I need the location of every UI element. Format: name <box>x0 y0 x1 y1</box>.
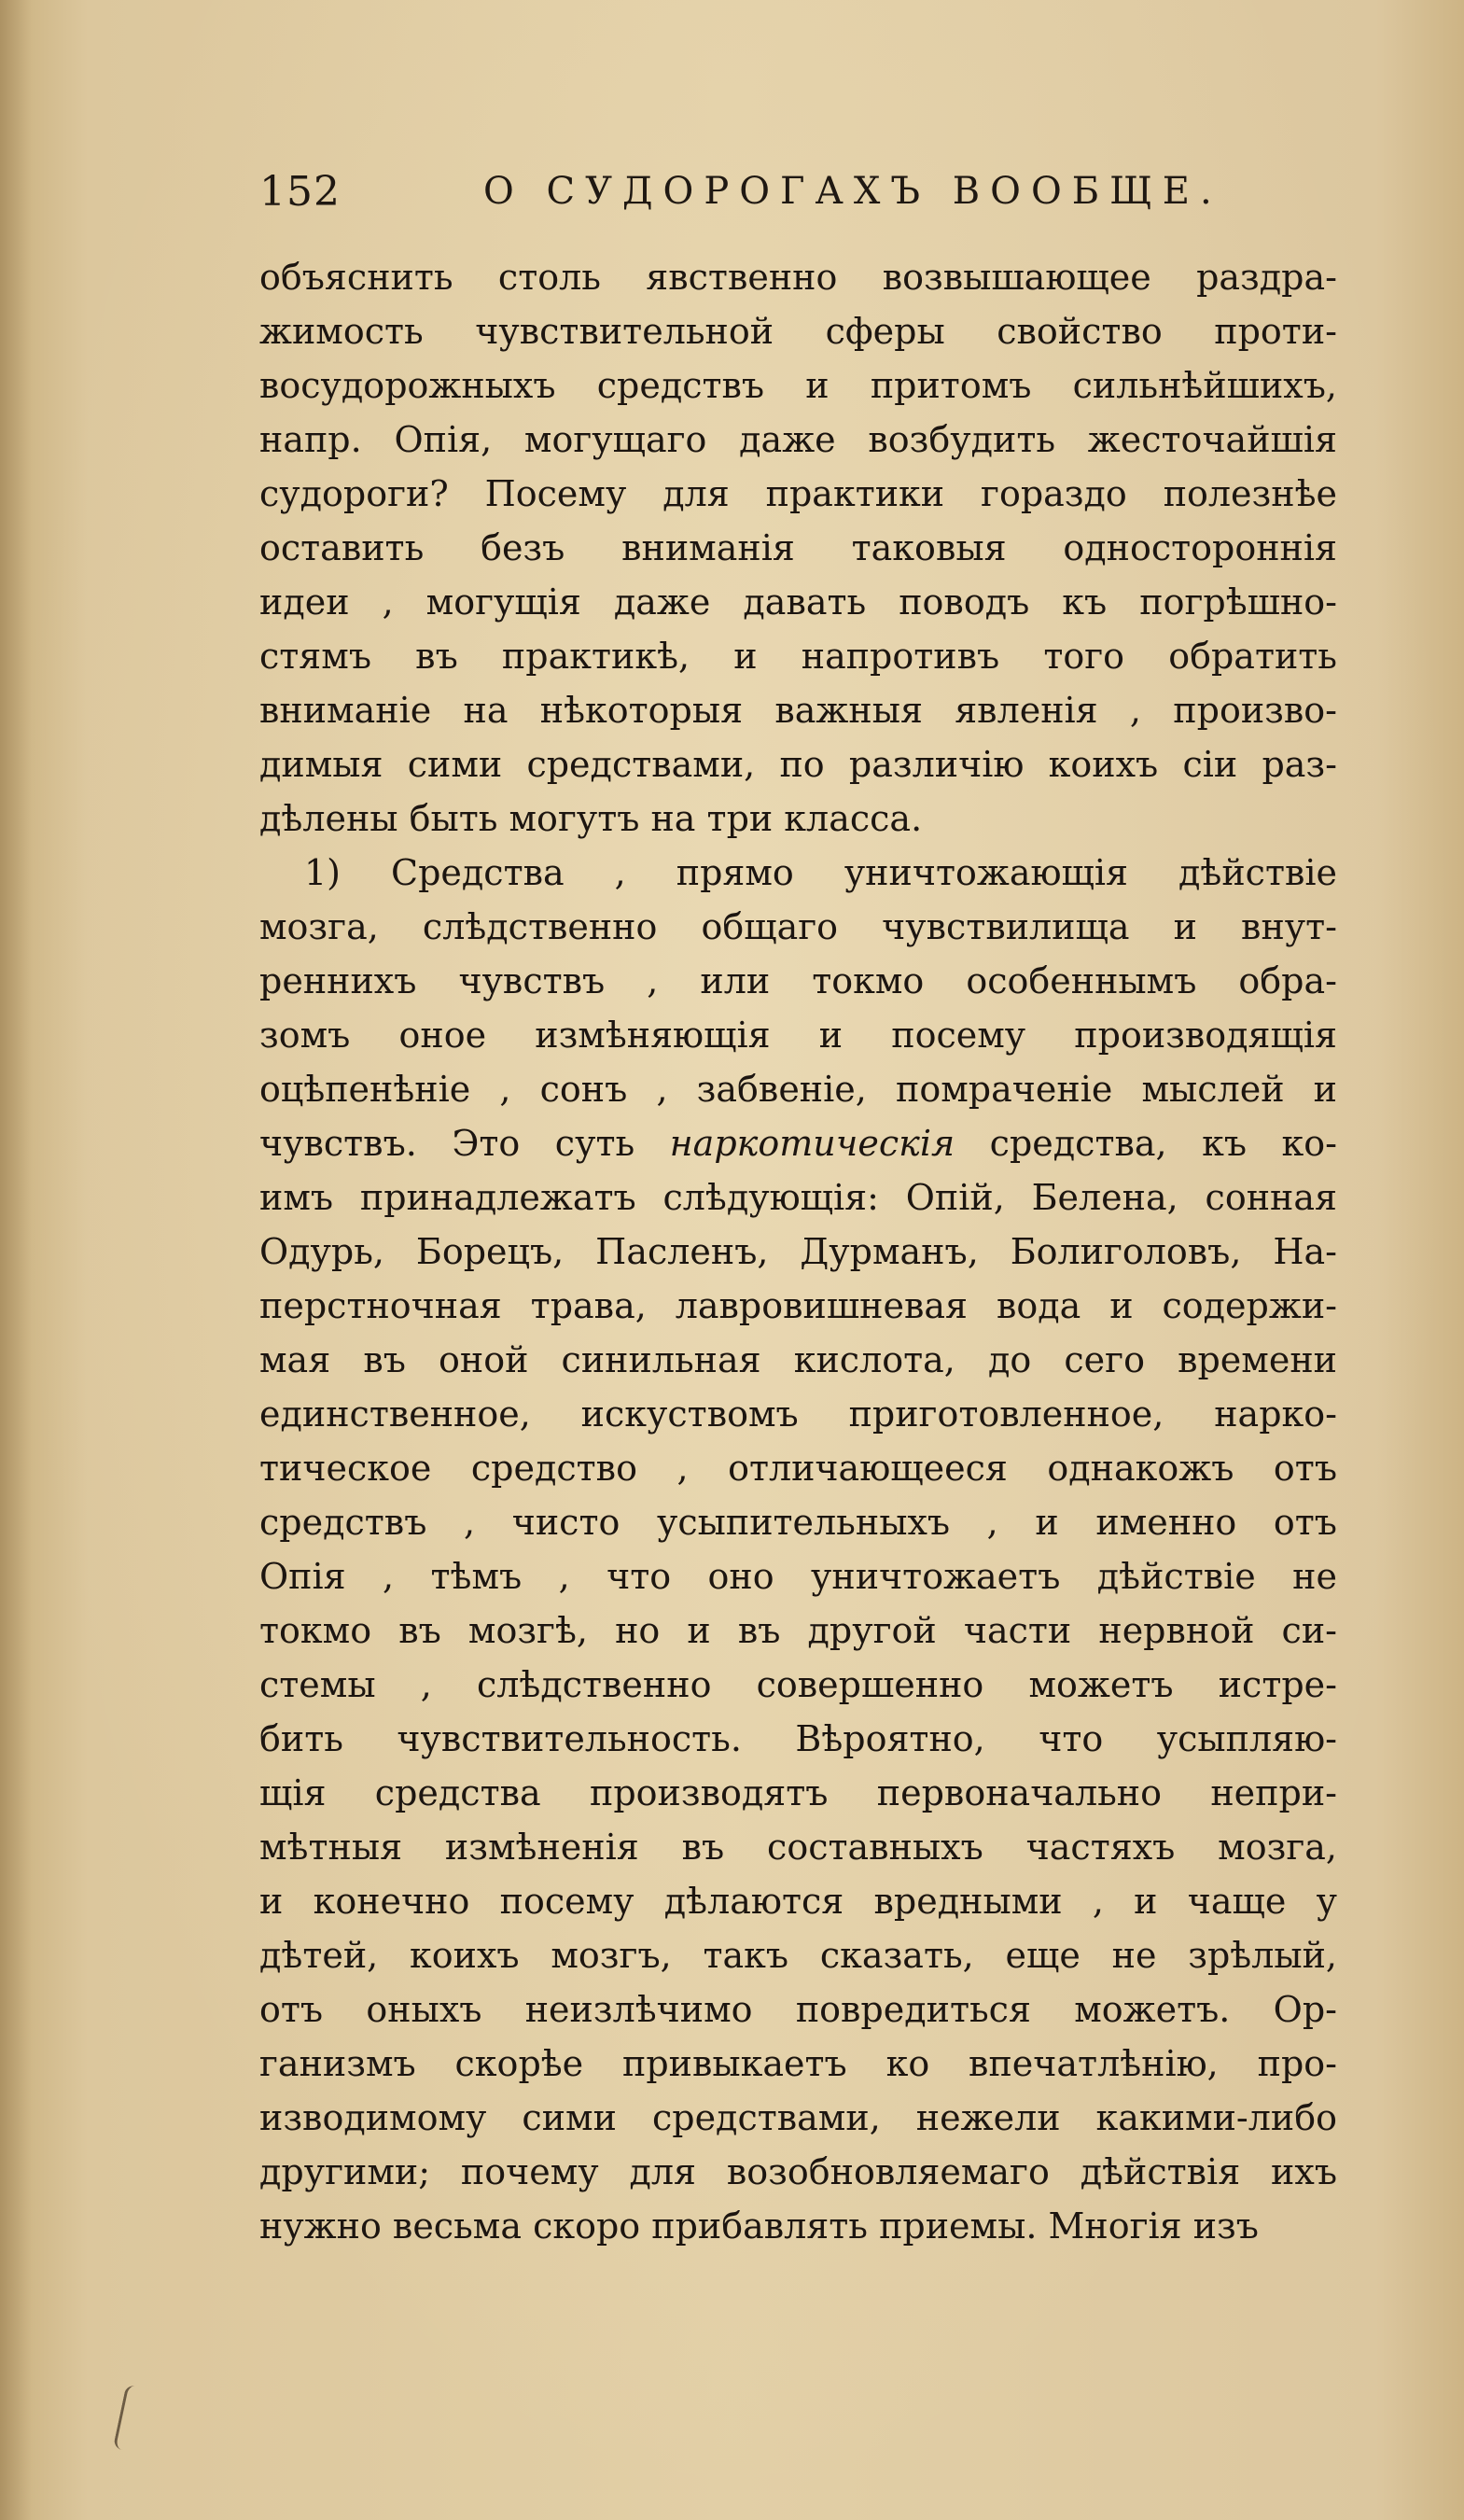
text-line: средствъ , чисто усыпительныхъ , и именно отъ <box>259 1502 1337 1543</box>
text-line: изводимому сими средствами, нежели какими-либо <box>259 2097 1337 2138</box>
text-line: перстночная трава, лавровишневая вода и содержи- <box>259 1285 1337 1326</box>
text-line: тическое средство , отличающееся однакожъ отъ <box>259 1448 1337 1489</box>
text-line: вниманіе на нѣкоторыя важныя явленія , произво- <box>259 690 1337 731</box>
text-line: Опія , тѣмъ , что оно уничтожаетъ дѣйствіе не <box>259 1556 1337 1597</box>
text-line: и конечно посему дѣлаются вредными , и чаще у <box>259 1881 1337 1922</box>
text-line: чувствъ. Это суть наркотическія средства, къ ко- <box>259 1123 1337 1164</box>
text-line: идеи , могущія даже давать поводъ къ погрѣшно- <box>259 581 1337 623</box>
text-line: нужно весьма скоро прибавлять приемы. Многія изъ <box>259 2205 1259 2247</box>
spine-shadow <box>0 0 32 2520</box>
text-line: жимость чувствительной сферы свойство проти- <box>259 311 1337 352</box>
text-line: мая въ оной синильная кислота, до сего времени <box>259 1339 1337 1380</box>
text-line: щія средства производятъ первоначально непри- <box>259 1772 1337 1813</box>
text-line: реннихъ чувствъ , или токмо особеннымъ обра- <box>259 960 1337 1001</box>
text-line: бить чувствительность. Вѣроятно, что усыпляю- <box>259 1718 1337 1759</box>
page-number: 152 <box>259 168 341 216</box>
text-line: мѣтныя измѣненія въ составныхъ частяхъ мозга, <box>259 1827 1337 1868</box>
text-line: 1) Средства , прямо уничтожающія дѣйствіе <box>304 852 1337 893</box>
text-line: оставить безъ вниманія таковыя одностороннія <box>259 527 1337 568</box>
text-line: дѣлены быть могутъ на три класса. <box>259 798 923 839</box>
text-line: объяснить столь явственно возвышающее раздра- <box>259 257 1337 298</box>
text-line: димыя сими средствами, по различію коихъ сіи раз- <box>259 744 1337 785</box>
text-line: Одурь, Борецъ, Пасленъ, Дурманъ, Болиголовъ, На- <box>259 1231 1337 1272</box>
text-line: отъ оныхъ неизлѣчимо повредиться можетъ. Ор- <box>259 1989 1337 2030</box>
margin-pencil-mark <box>113 2384 138 2450</box>
text-line: стемы , слѣдственно совершенно можетъ истре- <box>259 1664 1337 1705</box>
text-line: токмо въ мозгѣ, но и въ другой части нервной си- <box>259 1610 1337 1651</box>
text-line: мозга, слѣдственно общаго чувствилища и внут- <box>259 906 1337 947</box>
text-line: восудорожныхъ средствъ и притомъ сильнѣйшихъ, <box>259 365 1337 406</box>
text-line: ганизмъ скорѣе привыкаетъ ко впечатлѣнію, про- <box>259 2043 1337 2084</box>
text-line: единственное, искуствомъ приготовленное, нарко- <box>259 1393 1337 1435</box>
page-header <box>259 168 1337 243</box>
text-line: имъ принадлежатъ слѣдующія: Опій, Белена, сонная <box>259 1177 1337 1218</box>
text-line: судороги? Посему для практики гораздо полезнѣе <box>259 473 1337 514</box>
text-line: другими; почему для возобновляемаго дѣйствія ихъ <box>259 2151 1337 2192</box>
text-line: оцѣпенѣніе , сонъ , забвеніе, помраченіе мыслей и <box>259 1069 1337 1110</box>
text-line: зомъ оное измѣняющія и посему производящія <box>259 1015 1337 1056</box>
running-title: О СУДОРОГАХЪ ВООБЩЕ. <box>483 170 1222 213</box>
text-line: дѣтей, коихъ мозгъ, такъ сказать, еще не зрѣлый, <box>259 1935 1337 1976</box>
text-line: напр. Опія, могущаго даже возбудить жесточайшія <box>259 419 1337 460</box>
body-text <box>259 250 1337 2253</box>
text-line: стямъ въ практикѣ, и напротивъ того обратить <box>259 636 1337 677</box>
italic-term: наркотическія <box>669 1123 955 1164</box>
